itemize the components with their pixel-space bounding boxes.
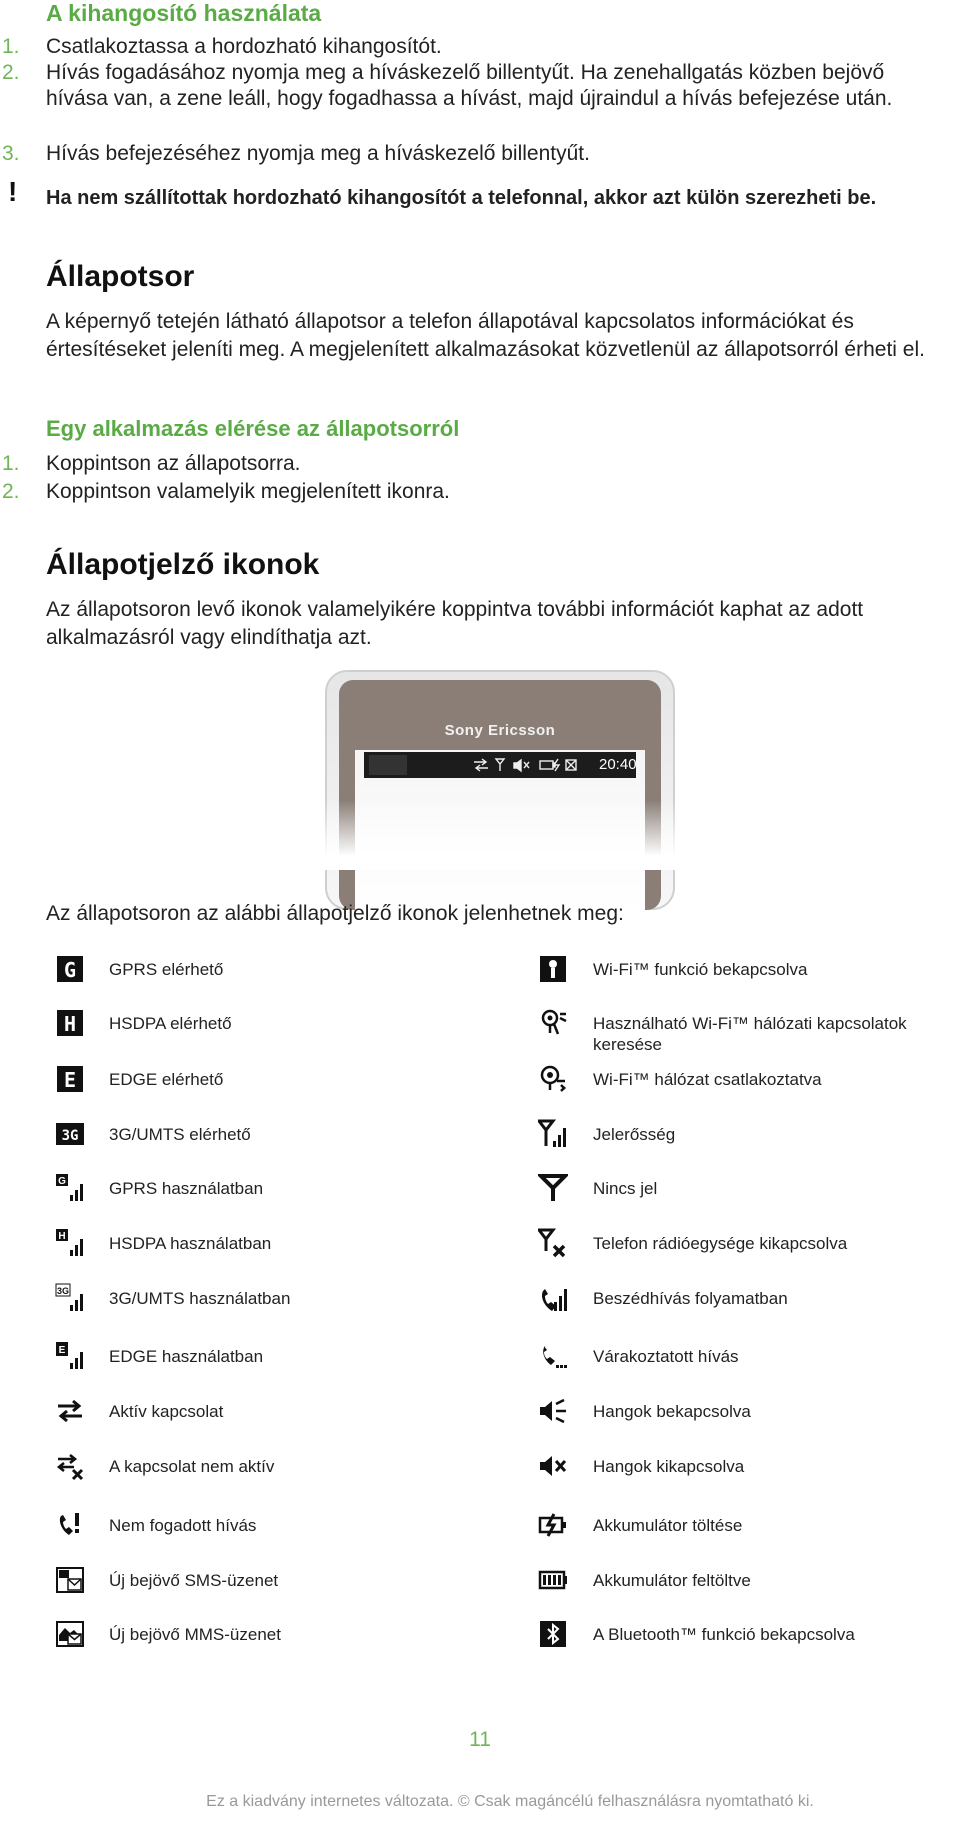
section-heading-statusbar: Állapotsor <box>46 260 195 293</box>
start-button <box>369 755 407 775</box>
svg-text:E: E <box>63 1068 77 1092</box>
icon-label: HSDPA használatban <box>109 1234 272 1253</box>
icon-label: EDGE elérhető <box>109 1070 224 1089</box>
icon-label: Aktív kapcsolat <box>109 1402 224 1421</box>
footer-notice: Ez a kiadvány internetes változata. © Csak magáncélú felhasználásra nyomtatható ki. <box>206 1793 814 1810</box>
svg-text:G: G <box>63 958 77 982</box>
step-number: 1. <box>2 35 20 58</box>
signal-strength-icon <box>538 1119 568 1149</box>
wifi-on-icon <box>538 954 568 984</box>
step-text: Koppintson valamelyik megjelenített ikonra. <box>46 480 450 503</box>
icon-label: A kapcsolat nem aktív <box>109 1457 275 1476</box>
sound-off-icon <box>538 1451 568 1481</box>
status-bar-icons <box>472 756 592 774</box>
section-heading-status-icons: Állapotjelző ikonok <box>46 548 320 581</box>
icon-label: 3G/UMTS használatban <box>109 1289 291 1308</box>
subheading-access-app: Egy alkalmazás elérése az állapotsorról <box>46 416 460 441</box>
3g-in-use-icon <box>55 1283 85 1313</box>
step-number: 2. <box>2 61 20 84</box>
icon-label: Új bejövő MMS-üzenet <box>109 1625 281 1644</box>
phone-illustration <box>325 670 675 865</box>
icon-label: Nincs jel <box>593 1179 658 1198</box>
svg-text:H: H <box>58 1231 66 1242</box>
step-text: Csatlakoztassa a hordozható kihangosítót. <box>46 35 442 58</box>
icon-label: Wi-Fi™ hálózat csatlakoztatva <box>593 1070 822 1089</box>
icon-label: Várakoztatott hívás <box>593 1347 739 1366</box>
icon-label: 3G/UMTS elérhető <box>109 1125 251 1144</box>
step-text: Hívás befejezéséhez nyomja meg a híváskezelő billentyűt. <box>46 142 590 165</box>
edge-in-use-icon <box>55 1341 85 1371</box>
missed-call-icon <box>55 1510 85 1540</box>
phone-status-bar <box>364 752 636 778</box>
new-mms-icon <box>55 1619 85 1649</box>
sound-on-icon <box>538 1396 568 1426</box>
icon-label: Használható Wi-Fi™ hálózati kapcsolatok keresése <box>593 1014 907 1054</box>
edge-available-icon <box>55 1064 85 1094</box>
step-number: 2. <box>2 480 20 503</box>
status-icons-paragraph: Az állapotsoron levő ikonok valamelyikére koppintva további információt kaphat az adott alkalmazásról vagy elindíthatja azt. <box>46 598 864 649</box>
svg-text:H: H <box>63 1012 77 1036</box>
step-text: Koppintson az állapotsorra. <box>46 452 301 475</box>
wifi-search-icon <box>538 1008 568 1038</box>
icons-intro: Az állapotsoron az alábbi állapotjelző ikonok jelenhetnek meg: <box>46 902 624 925</box>
3g-available-icon <box>55 1119 85 1149</box>
icon-label: Akkumulátor töltése <box>593 1516 743 1535</box>
active-connection-icon <box>55 1396 85 1426</box>
phone-brand: Sony Ericsson <box>444 722 556 739</box>
phone-clock: 20:40 <box>599 756 637 773</box>
icon-label: HSDPA elérhető <box>109 1014 232 1033</box>
wifi-connected-icon <box>538 1064 568 1094</box>
bluetooth-on-icon <box>538 1619 568 1649</box>
icon-label: Nem fogadott hívás <box>109 1516 257 1535</box>
page-number: 11 <box>469 1728 491 1751</box>
call-in-progress-icon <box>538 1283 568 1313</box>
step-number: 3. <box>2 142 20 165</box>
battery-charging-icon <box>538 1510 568 1540</box>
icon-label: Hangok bekapcsolva <box>593 1402 751 1421</box>
icon-label: Új bejövő SMS-üzenet <box>109 1571 279 1590</box>
inactive-connection-icon <box>55 1451 85 1481</box>
hsdpa-available-icon <box>55 1008 85 1038</box>
svg-text:E: E <box>58 1345 66 1356</box>
icon-label: Wi-Fi™ funkció bekapcsolva <box>593 960 808 979</box>
icon-label: EDGE használatban <box>109 1347 264 1366</box>
icon-label: Akkumulátor feltöltve <box>593 1571 751 1590</box>
step-number: 1. <box>2 452 20 475</box>
no-signal-icon <box>538 1173 568 1203</box>
icon-label: Hangok kikapcsolva <box>593 1457 745 1476</box>
gprs-in-use-icon <box>55 1173 85 1203</box>
hsdpa-in-use-icon <box>55 1228 85 1258</box>
section-heading-handsfree: A kihangosító használata <box>46 0 322 26</box>
icon-label: GPRS használatban <box>109 1179 264 1198</box>
battery-full-icon <box>538 1565 568 1595</box>
icon-label: Jelerősség <box>593 1125 676 1144</box>
icon-label: Telefon rádióegysége kikapcsolva <box>593 1234 848 1253</box>
svg-text:3G: 3G <box>61 1128 79 1144</box>
icon-label: GPRS elérhető <box>109 960 224 979</box>
svg-text:G: G <box>58 1176 66 1187</box>
warning-note: Ha nem szállítottak hordozható kihangosítót a telefonnal, akkor azt külön szerezheti be. <box>46 187 877 209</box>
icon-label: A Bluetooth™ funkció bekapcsolva <box>593 1625 855 1644</box>
gprs-available-icon <box>55 954 85 984</box>
new-sms-icon <box>55 1565 85 1595</box>
warning-icon: ! <box>8 176 18 207</box>
icon-label: Beszédhívás folyamatban <box>593 1289 788 1308</box>
call-on-hold-icon <box>538 1341 568 1371</box>
radio-off-icon <box>538 1228 568 1258</box>
step-text: Hívás fogadásához nyomja meg a híváskezelő billentyűt. Ha zenehallgatás közben bejövő hívása van, a zene leáll, hogy fogadhassa a hívást, majd újraindul a hívás befejezése után. <box>46 61 893 110</box>
statusbar-paragraph: A képernyő tetején látható állapotsor a telefon állapotával kapcsolatos információkat és értesítéseket jeleníti meg. A megjelenített alkalmazásokat közvetlenül az állapotsorról érheti el. <box>46 310 925 361</box>
svg-text:3G: 3G <box>56 1286 70 1296</box>
